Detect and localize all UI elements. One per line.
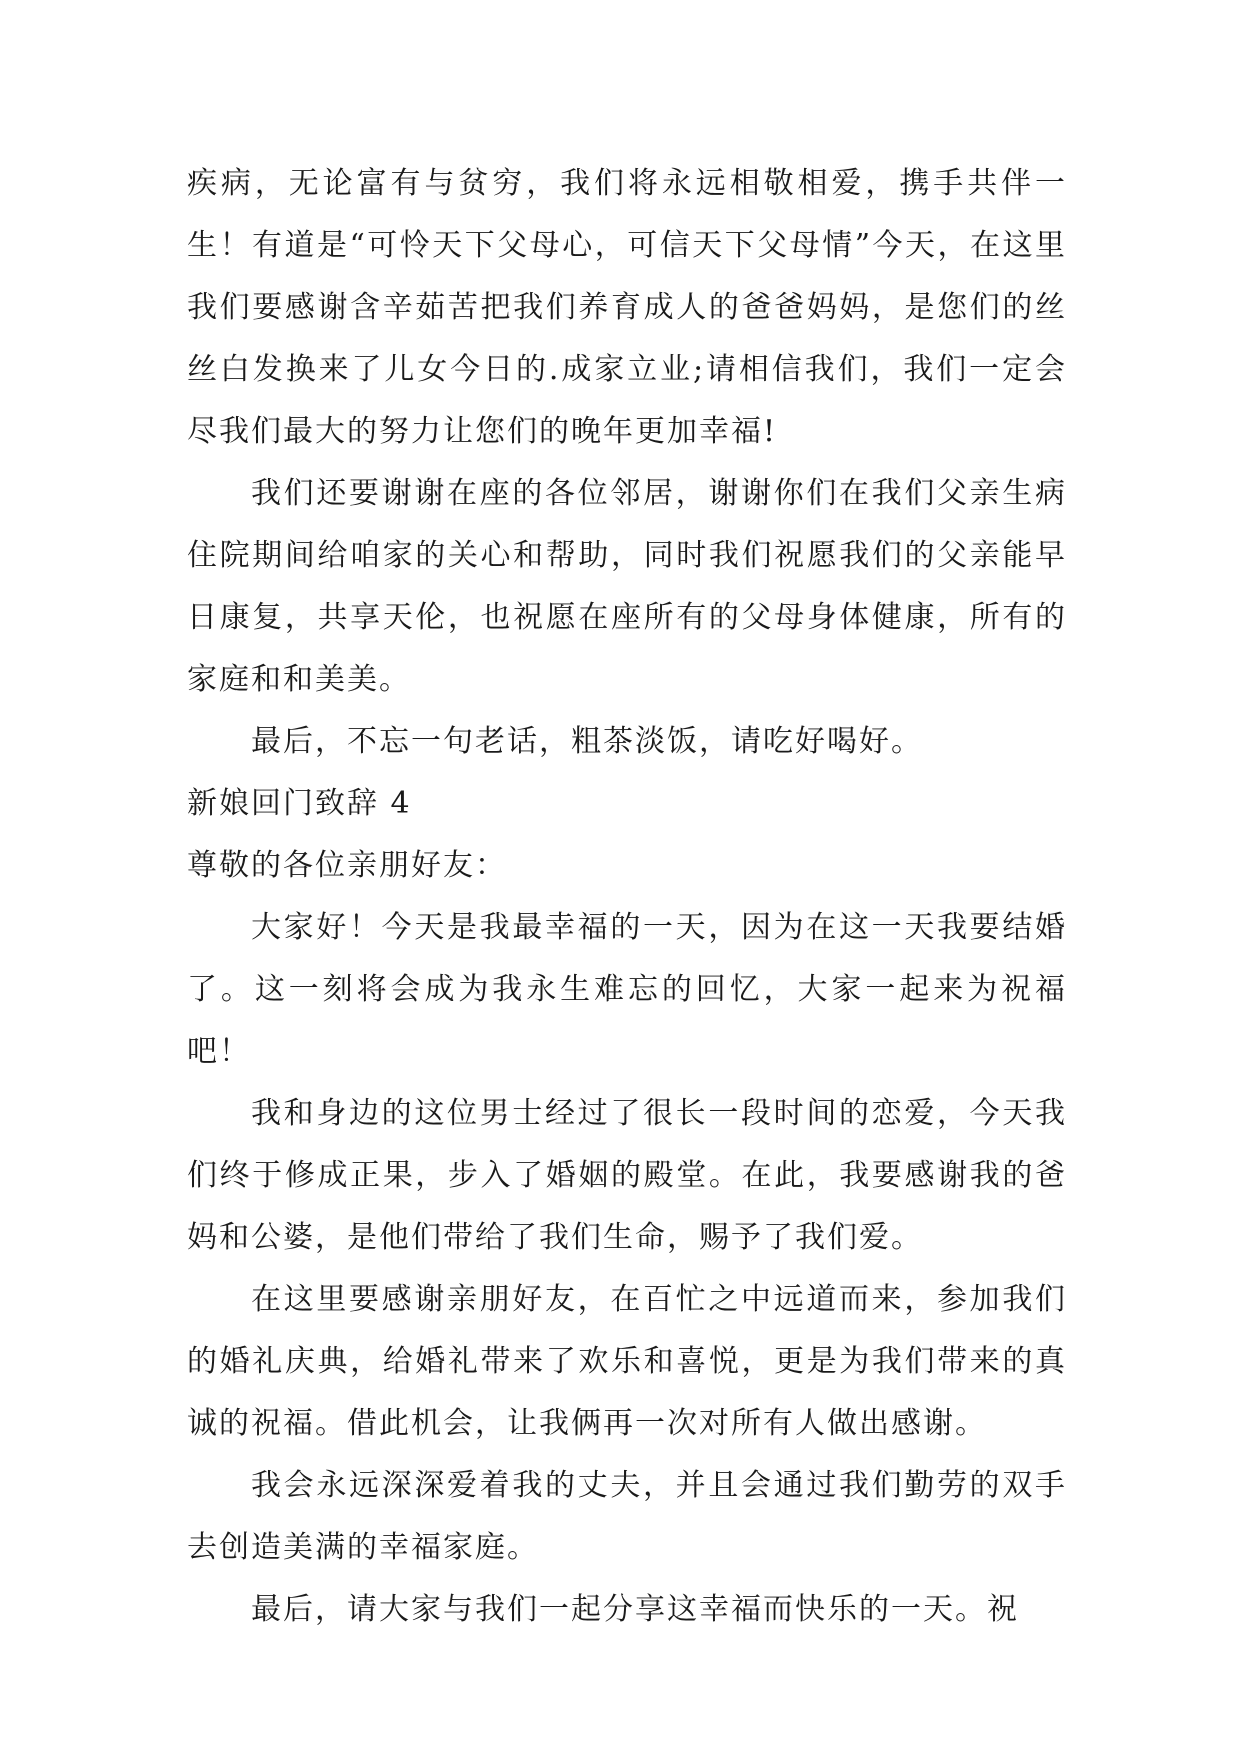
paragraph-neighbors-thanks: 我们还要谢谢在座的各位邻居，谢谢你们在我们父亲生病住院期间给咱家的关心和帮助，同时我们祝愿我们的父亲能早日康复，共享天伦，也祝愿在座所有的父母身体健康，所有的家庭和和美美。 bbox=[187, 476, 1067, 697]
paragraph-greeting: 大家好！今天是我最幸福的一天，因为在这一天我要结婚了。这一刻将会成为我永生难忘的回忆，大家一起来为祝福吧！ bbox=[187, 910, 1067, 1069]
paragraph-romance: 我和身边的这位男士经过了很长一段时间的恋爱，今天我们终于修成正果，步入了婚姻的殿堂。在此，我要感谢我的爸妈和公婆，是他们带给了我们生命，赐予了我们爱。 bbox=[187, 1096, 1067, 1255]
document-body bbox=[187, 153, 1067, 1641]
paragraph-continuation: 疾病，无论富有与贫穷，我们将永远相敬相爱，携手共伴一生！有道是“可怜天下父母心，可信天下父母情”今天，在这里我们要感谢含辛茹苦把我们养育成人的爸爸妈妈，是您们的丝丝白发换来了儿女今日的.成家立业;请相信我们，我们一定会尽我们最大的努力让您们的晚年更加幸福! bbox=[187, 166, 1067, 449]
paragraph-final: 最后，请大家与我们一起分享这幸福而快乐的一天。祝 bbox=[251, 1592, 1019, 1627]
paragraph-closing-toast: 最后，不忘一句老话，粗茶淡饭，请吃好喝好。 bbox=[251, 724, 923, 759]
salutation: 尊敬的各位亲朋好友： bbox=[187, 848, 507, 883]
paragraph-thanks-guests: 在这里要感谢亲朋好友，在百忙之中远道而来，参加我们的婚礼庆典，给婚礼带来了欢乐和喜悦，更是为我们带来的真诚的祝福。借此机会，让我俩再一次对所有人做出感谢。 bbox=[187, 1282, 1067, 1441]
paragraph-love-husband: 我会永远深深爱着我的丈夫，并且会通过我们勤劳的双手去创造美满的幸福家庭。 bbox=[187, 1468, 1067, 1565]
section-title: 新娘回门致辞 4 bbox=[187, 786, 412, 821]
